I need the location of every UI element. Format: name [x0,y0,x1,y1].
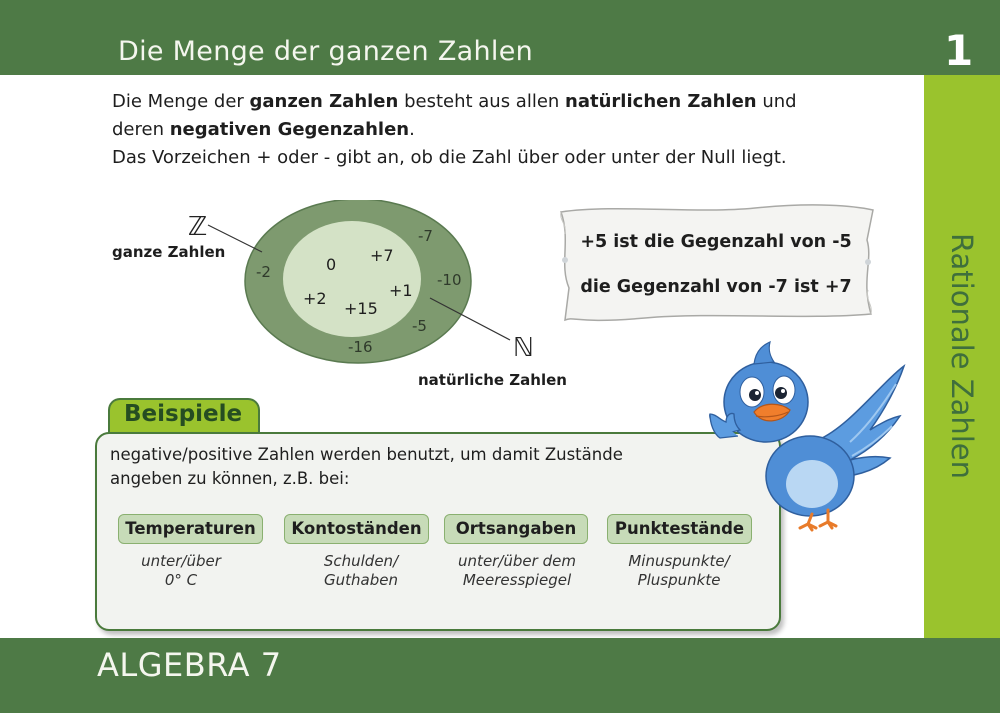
intro-line-3: Das Vorzeichen + oder - gibt an, ob die Zahl über oder unter der Null liegt. [112,147,787,168]
examples-text-line-1: negative/positive Zahlen werden benutzt, um damit Zustände [110,445,623,464]
example-sub-temperaturen [106,552,256,590]
inner-number: +15 [344,299,378,318]
intro-text [112,88,912,172]
example-sub-line: unter/über [141,552,221,570]
outer-number: -10 [437,271,462,289]
scroll-paper-shape [555,200,877,324]
example-sub-line: 0° C [164,571,198,589]
term-negative-gegenzahlen: negativen Gegenzahlen [169,119,410,140]
example-sub-line: Minuspunkte/ [628,552,730,570]
intro-text-fragment: besteht aus allen [398,91,566,112]
example-sub-line: Meeresspiegel [462,571,572,589]
example-sub-line: unter/über dem [458,552,576,570]
outer-number: -5 [412,317,427,335]
outer-number: -2 [256,263,271,281]
intro-text-fragment: deren [112,119,170,140]
example-sub-line: Pluspunkte [637,571,721,589]
side-tab-label: Rationale Zahlen [945,232,979,480]
intro-text-fragment: Die Menge der [112,91,250,112]
outer-number: -7 [418,227,433,245]
footer-title: ALGEBRA 7 [97,646,282,684]
n-label: natürliche Zahlen [418,371,567,389]
intro-line-2 [112,116,912,144]
example-pill-temperaturen: Temperaturen [118,514,263,544]
examples-text [110,443,750,491]
venn-diagram [100,200,580,395]
example-pill-ortsangaben: Ortsangaben [444,514,588,544]
set-n-ellipse [283,221,421,337]
intro-text-fragment: . [409,119,415,140]
example-sub-punktestaende [604,552,754,590]
example-sub-kontostaenden [286,552,436,590]
scroll-line-1: +5 ist die Gegenzahl von -5 [580,232,852,252]
term-ganze-zahlen: ganzen Zahlen [249,91,399,112]
term-natuerliche-zahlen: natürlichen Zahlen [565,91,757,112]
scroll-note [555,200,877,324]
n-symbol: ℕ [513,333,534,363]
example-pill-punktestaende: Punktestände [607,514,752,544]
inner-number: +7 [370,246,394,265]
beispiele-label: Beispiele [124,401,243,427]
z-label: ganze Zahlen [112,243,226,261]
intro-line-1 [112,88,912,116]
intro-text-fragment: und [756,91,797,112]
chapter-number: 1 [944,26,974,75]
inner-number: +2 [303,289,327,308]
example-sub-ortsangaben [442,552,592,590]
example-sub-line: Schulden/ [323,552,399,570]
example-sub-line: Guthaben [324,571,398,589]
scroll-line-2: die Gegenzahl von -7 ist +7 [580,277,852,297]
page-title: Die Menge der ganzen Zahlen [118,36,534,67]
outer-number: -16 [348,338,373,356]
bird-mascot-icon [700,338,915,533]
examples-text-line-2: angeben zu können, z.B. bei: [110,469,350,488]
inner-number: 0 [326,255,337,274]
inner-number: +1 [389,281,413,300]
example-pill-kontostaenden: Kontoständen [284,514,429,544]
z-symbol: ℤ [188,212,208,242]
